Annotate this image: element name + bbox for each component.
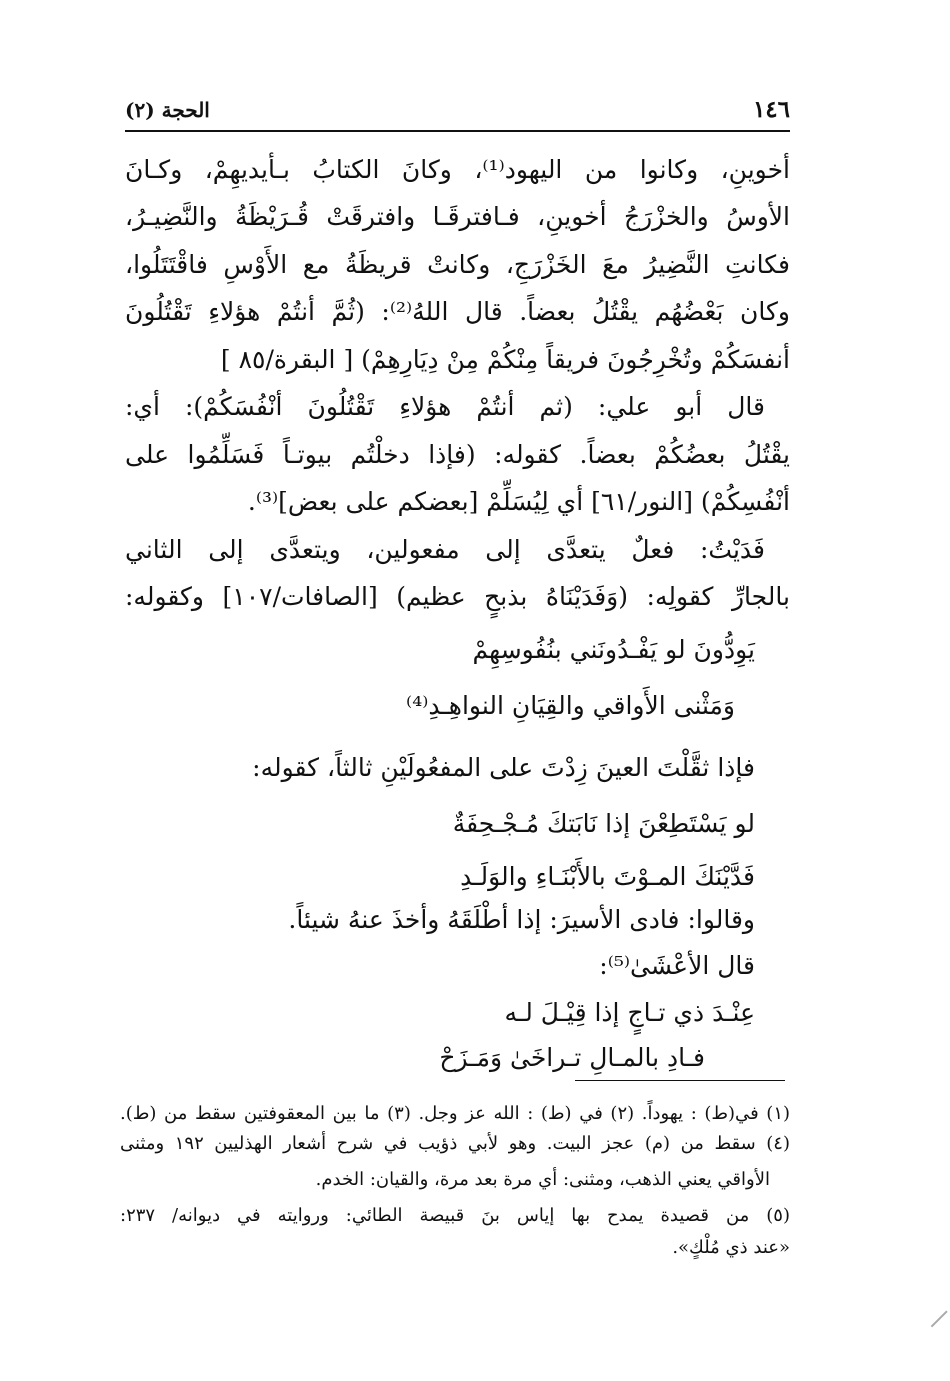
page-header — [125, 94, 790, 132]
footnote-line-1: (١) في(ط) : يهوداً. (٢) في (ط) : الله عز وجل. (٣) ما بين المعقوفتين سقط من (ط). — [120, 1103, 791, 1124]
text-line-after-verse: فإذا ثقَّلْتَ العينَ زِدْتَ على المفعُولَيْنِ ثالثاً، كقوله: — [252, 753, 755, 782]
footnote-line-4: (٥) من قصيدة يمدح بها إياس بنَ قبيصة الطائي: وروايته في ديوانه/ ٢٣٧: — [120, 1205, 790, 1226]
footnote-line-3: الأواقي يعني الذهب، ومثنى: أي مرة بعد مرة، والقيان: الخدم. — [315, 1169, 770, 1190]
body-line-5: أنفسَكُمْ وتُخْرِجُونَ فريقاً مِنْكُمْ مِنْ دِيَارِهِمْ) [ البقرة/٨٥ ] — [220, 345, 790, 374]
body-line-9: فَدَيْتُ: فعلٌ يتعدَّى إلى مفعولين، ويتعدَّى إلى الثاني — [125, 535, 765, 564]
verse3-second-hemistich: فـادِ بالمـالِ تـراخَىٰ وَمَـزَحْ — [439, 1043, 705, 1072]
verse1-second-hemistich: وَمَثْنى الأَواقي والقِيَانِ النواهِـدِ⁽⁴⁾ — [406, 691, 735, 720]
footnote-line-2: (٤) سقط من (م) عجز البيت. وهو لأبي ذؤيب في شرح أشعار الهذليين ١٩٢ ومثنى — [120, 1133, 790, 1154]
verse2-first-hemistich: لو يَسْتَطِعْنَ إذا نَابَتكَ مُـجْـحِفَةٌ — [452, 809, 755, 838]
body-line-3: فكانتِ النَّضِيرُ معَ الخَزْرَجِ، وكانتْ قريظَةُ مع الأَوْسِ فاقْتَتَلُوا، — [125, 250, 790, 279]
body-line-7: يقْتُلُ بعضُكُمْ بعضاً. كقوله: (فإذا دخلْتُم بيوتـاً فَسَلِّمُوا على — [125, 440, 790, 469]
running-title: الحجة (٢) — [125, 98, 210, 122]
body-line-10: بالجارِّ كقولِه: (وَفَدَيْنَاهُ بذبحٍ عظيم) [الصافات/١٠٧] وكقوله: — [125, 582, 790, 611]
body-line-8: أنْفُسِكُمْ) [النور/٦١] أي لِيُسَلِّمْ [بعضكم على بعض]⁽³⁾. — [247, 487, 790, 516]
page-number: ١٤٦ — [752, 96, 790, 123]
text-line-asha: قال الأعْشَىٰ⁽⁵⁾: — [599, 951, 755, 980]
body-line-2: الأوسُ والخزْرَجُ أخوينِ، فـافترقَـا وافترقَتْ قُـرَيْظَةُ والنَّضِيـرُ، — [125, 202, 790, 231]
body-line-1: أخوينِ، وكانوا من اليهود⁽¹⁾، وكانَ الكتابُ بـأيديهِمْ، وكـانَ — [125, 155, 790, 184]
body-line-6: قال أبو علي: (ثم أنتُمْ هؤلاءِ تَقْتُلُونَ أنْفُسَكُمْ): أي: — [125, 392, 765, 421]
footnote-separator — [575, 1080, 785, 1081]
text-line-qalu: وقالوا: فادى الأسيرَ: إذا أطْلَقَهُ وأخذَ عنهُ شيئاً. — [288, 905, 755, 934]
verse1-first-hemistich: يَوِدُّونَ لو يَفْـدُونَني بنُفُوسِهِمْ — [472, 635, 755, 664]
verse3-first-hemistich: عِنْـدَ ذي تـاجٍ إذا قِيْـلَ لـه — [504, 998, 755, 1027]
stray-pen-mark — [931, 1310, 948, 1327]
body-line-4: وكان بَعْضُهُم يقْتُلُ بعضاً. قال اللهُ⁽²⁾: (ثُمَّ أنتُمْ هؤلاءِ تَقْتُلُونَ — [125, 297, 790, 326]
verse2-second-hemistich: فَدَّيْنَكَ المـوْتَ بالأَبْنَـاءِ والوَلَـدِ — [460, 862, 755, 891]
footnote-line-5: «عند ذي مُلْكٍ». — [672, 1237, 790, 1258]
